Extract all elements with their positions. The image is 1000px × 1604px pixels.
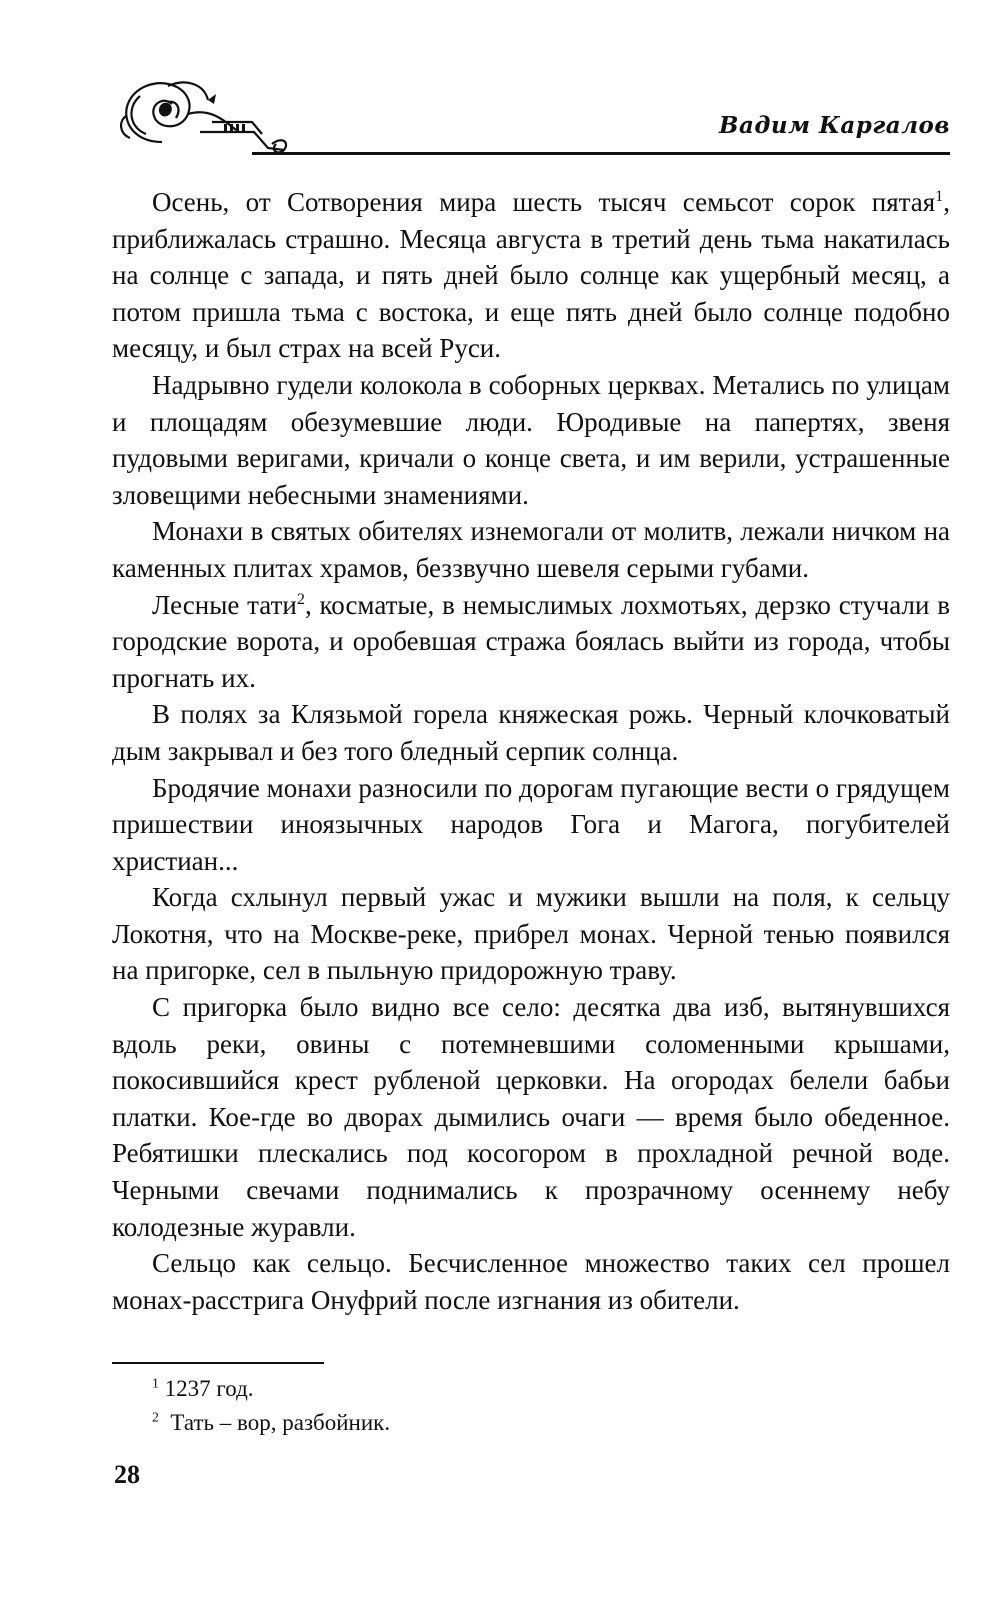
body-text	[112, 184, 950, 1318]
running-header	[112, 72, 950, 162]
footnote-mark: 1	[152, 1375, 159, 1391]
ornamental-scroll-icon	[112, 72, 292, 154]
header-rule	[252, 152, 950, 155]
footnote: $^1$ 1237 год.	[152, 1375, 254, 1401]
footnote-divider	[112, 1362, 324, 1364]
paragraph: Лесные тати$^2$, косматые, в немыслимых лохмотьях, дерзко стучали в городские ворота, и оробевшая стража боялась выйти из города, чтобы прогнать их.	[112, 589, 950, 693]
page-number: 28	[114, 1460, 140, 1489]
footnote-ref: 2	[296, 589, 305, 608]
paragraph: Сельцо как сельцо. Бесчисленное множество таких сел прошел монах-расстрига Онуфрий после изгнания из обители.	[112, 1248, 950, 1315]
paragraph: Монахи в святых обителях изнемогали от молитв, лежали ничком на каменных плитах храмов, беззвучно шевеля серыми губами.	[112, 516, 950, 583]
footnote: $^2$ Тать – вор, разбойник.	[152, 1409, 391, 1435]
footnote-mark: 2	[152, 1409, 159, 1425]
paragraph: Надрывно гудели колокола в соборных церквах. Метались по улицам и площадям обезумевшие люди. Юродивые на папертях, звеня пудовыми веригами, кричали о конце света, и им верили, устрашенные зловещими небесными знамениями.	[112, 369, 950, 510]
author-name: Вадим Каргалов	[719, 112, 950, 139]
paragraph: Бродячие монахи разносили по дорогам пугающие вести о грядущем пришествии иноязычных народов Гога и Магога, погубителей христиан...	[112, 772, 950, 876]
paragraph: С пригорка было видно все село: десятка два изб, вытянувшихся вдоль реки, овины с потемневшими соломенными крышами, покосившийся крест рубленой церковки. На огородах белели бабьи платки. Кое-где во дворах дымились очаги — время было обеденное. Ребятишки плескались под косогором в прохладной речной воде. Черными свечами поднимались к прозрачному осеннему небу колодезные журавли.	[112, 992, 950, 1242]
paragraph: Когда схлынул первый ужас и мужики вышли на поля, к сельцу Локотня, что на Москве-реке, прибрел монах. Черной тенью появился на пригорке, сел в пыльную придорожную траву.	[112, 882, 950, 986]
paragraph: Осень, от Сотворения мира шесть тысяч семьсот сорок пятая$^1$, приближалась страшно. Месяца августа в третий день тьма накатилась на солнце с запада, и пять дней было солнце как ущербный месяц, а потом пришла тьма с востока, и еще пять дней было солнце подобно месяцу, и был страх на всей Руси.	[112, 187, 950, 364]
paragraph: В полях за Клязьмой горела княжеская рожь. Черный клочковатый дым закрывал и без того бледный серпик солнца.	[112, 699, 950, 766]
footnotes	[152, 1372, 932, 1440]
footnote-ref: 1	[935, 187, 944, 205]
